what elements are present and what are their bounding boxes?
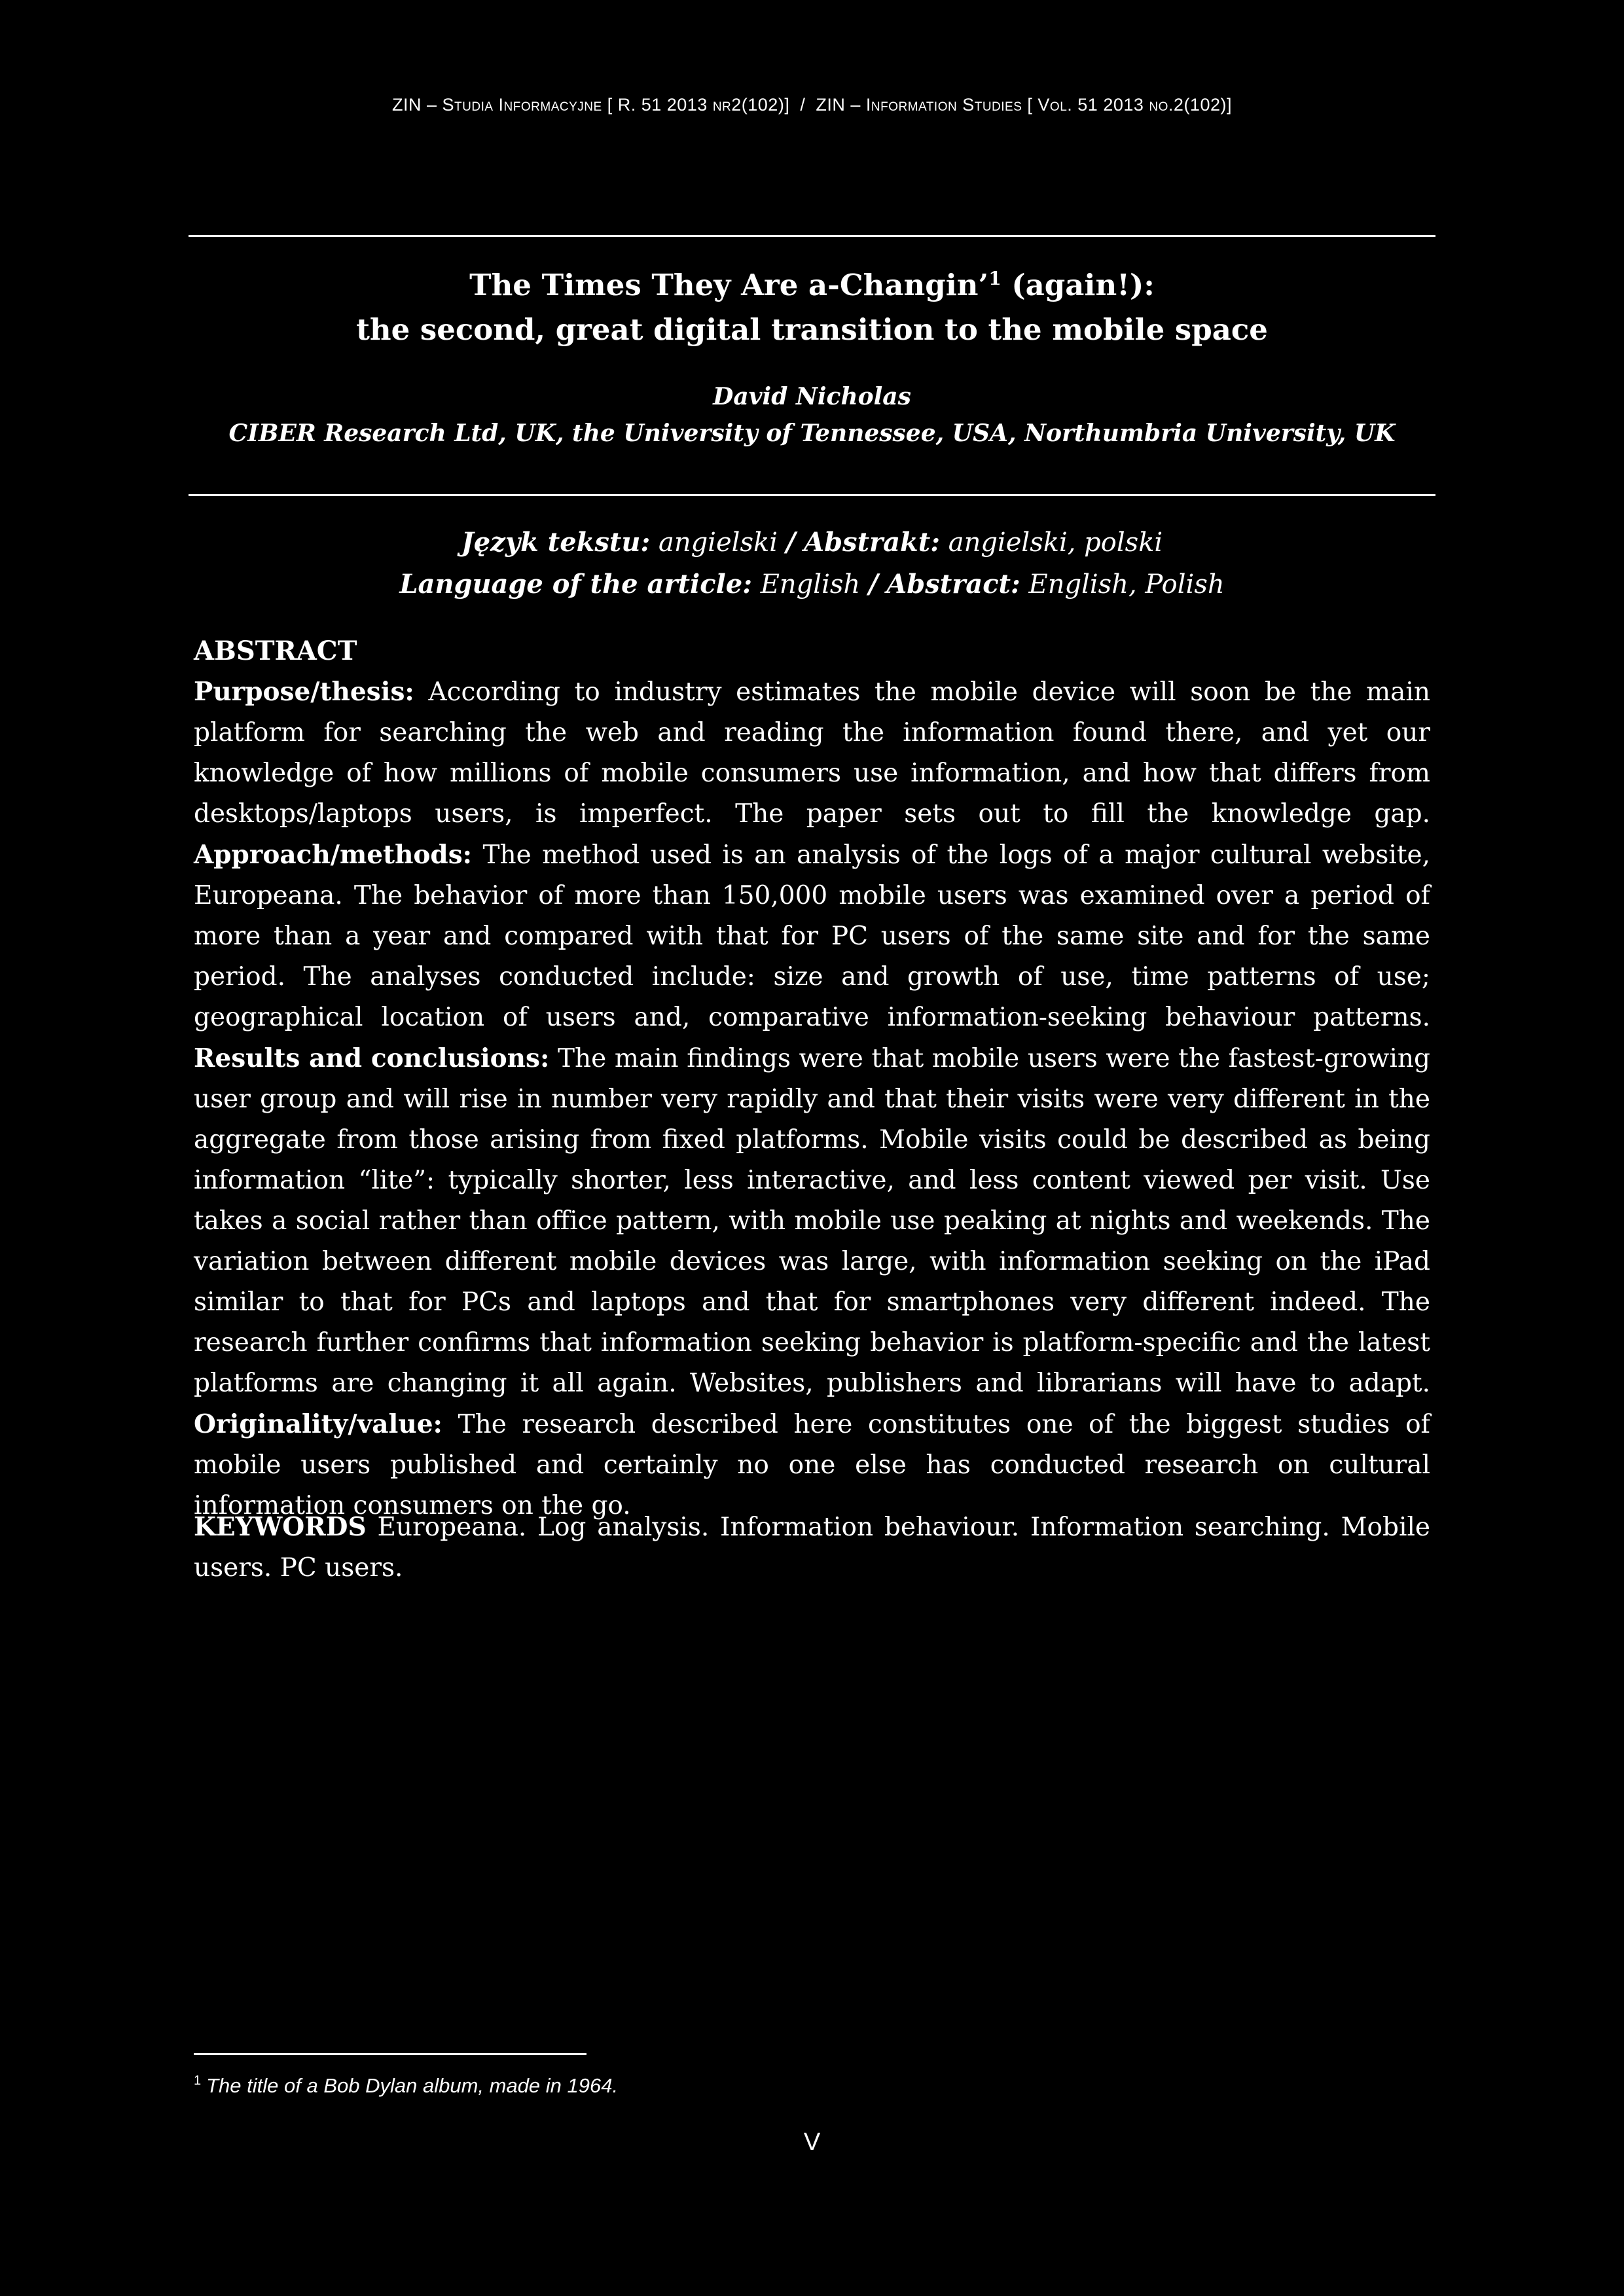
author-name: David Nicholas — [713, 383, 911, 410]
keywords-section — [194, 1507, 1430, 1588]
lang-en-abstract-label: Abstract: — [886, 569, 1020, 600]
lang-en-text-value: English — [760, 569, 861, 600]
header-separator: / — [800, 95, 806, 115]
running-header — [0, 95, 1624, 115]
approach-text: The method used is an analysis of the logs of a major cultural website, Europeana. The behavior of more than 150,000 mobile users was examined over a period of more than a year and compared with that for PC users of the same site and for the same period. The analyses conducted include: size and growth of use, time patterns of use; geographical location of users and, comparative information-seeking behaviour patterns. — [194, 840, 1430, 1032]
results-text: The main findings were that mobile users were the fastest-growing user group and will rise in number very rapidly and that their visits were very different in the aggregate from those arising from fixed platforms. Mobile visits could be described as being information “lite”: typically shorter, less interactive, and less content viewed per visit. Use takes a social rather than office pattern, with mobile use peaking at nights and weekends. The variation between different mobile devices was large, with information seeking on the iPad similar to that for PCs and laptops and that for smartphones very different indeed. The research further confirms that information seeking behavior is platform-specific and the latest platforms are changing it all again. Websites, publishers and librarians will have to adapt. — [194, 1044, 1430, 1398]
lang-en-abstract-value: English, Polish — [1028, 569, 1225, 600]
footnote-mark: 1 — [194, 2073, 202, 2088]
footnote-text: The title of a Bob Dylan album, made in 1964. — [206, 2074, 619, 2097]
lang-pl-text-label: Język tekstu: — [461, 527, 651, 558]
results-label: Results and conclusions: — [194, 1043, 550, 1073]
keywords-text: Europeana. Log analysis. Information behaviour. Information searching. Mobile users. PC users. — [194, 1513, 1430, 1583]
journal-en-number-label: no. — [1149, 95, 1174, 115]
lang-pl-abstract-value: angielski, polski — [948, 528, 1163, 558]
purpose-label: Purpose/thesis: — [194, 677, 414, 707]
language-info — [189, 522, 1435, 605]
title-line-2: the second, great digital transition to the mobile space — [356, 312, 1268, 347]
lang-en-text-label: Language of the article: — [399, 569, 752, 600]
originality-label: Originality/value: — [194, 1409, 442, 1439]
title-line-1-tail: (again!): — [1001, 268, 1155, 302]
title-rule-bottom — [189, 494, 1435, 496]
journal-pl-prefix: ZIN – — [392, 95, 437, 115]
purpose-text: According to industry estimates the mobile device will soon be the main platform for searching the web and reading the information found there, and yet our knowledge of how millions of mobile consumers use information, and how that differs from desktops/laptops users, is imperfect. The paper sets out to fill the knowledge gap. — [194, 677, 1430, 829]
language-line-pl — [189, 522, 1435, 564]
author-block — [189, 378, 1435, 452]
keywords-label: KEYWORDS — [194, 1512, 367, 1542]
footnote-rule — [194, 2053, 586, 2055]
language-line-en — [189, 564, 1435, 605]
journal-pl-volume: [ R. 51 2013 — [607, 95, 708, 115]
journal-en-name: Information Studies — [865, 95, 1022, 115]
title-rule-top — [189, 235, 1435, 237]
journal-pl-issue: 2(102)] — [731, 95, 790, 115]
title-line-1-text: The Times They Are a-Changin’ — [469, 268, 989, 302]
title-line-1 — [189, 263, 1435, 308]
abstract-heading: ABSTRACT — [194, 636, 357, 666]
title-footnote-mark[interactable]: 1 — [988, 268, 1001, 289]
page-number: V — [803, 2128, 821, 2156]
article-title — [189, 263, 1435, 352]
lang-en-separator: / — [868, 569, 878, 600]
journal-en-volume: [ Vol. 51 2013 — [1027, 95, 1144, 115]
footnote — [194, 2072, 1110, 2100]
journal-pl-name: Studia Informacyjne — [442, 95, 602, 115]
lang-pl-abstract-label: Abstrakt: — [804, 527, 940, 558]
lang-pl-separator: / — [785, 527, 796, 558]
journal-en-issue: 2(102)] — [1173, 95, 1232, 115]
abstract-body — [194, 672, 1430, 1526]
journal-en-prefix: ZIN – — [816, 95, 861, 115]
abstract-section — [194, 631, 1430, 1526]
approach-label: Approach/methods: — [194, 840, 473, 870]
lang-pl-text-value: angielski — [658, 528, 778, 558]
originality-text: The research described here constitutes one of the biggest studies of mobile users published and certainly no one else has conducted research on cultural information consumers on the go. — [194, 1410, 1430, 1520]
author-affiliation: CIBER Research Ltd, UK, the University of Tennessee, USA, Northumbria University, UK — [228, 420, 1396, 447]
journal-pl-number-label: nr — [712, 95, 732, 115]
